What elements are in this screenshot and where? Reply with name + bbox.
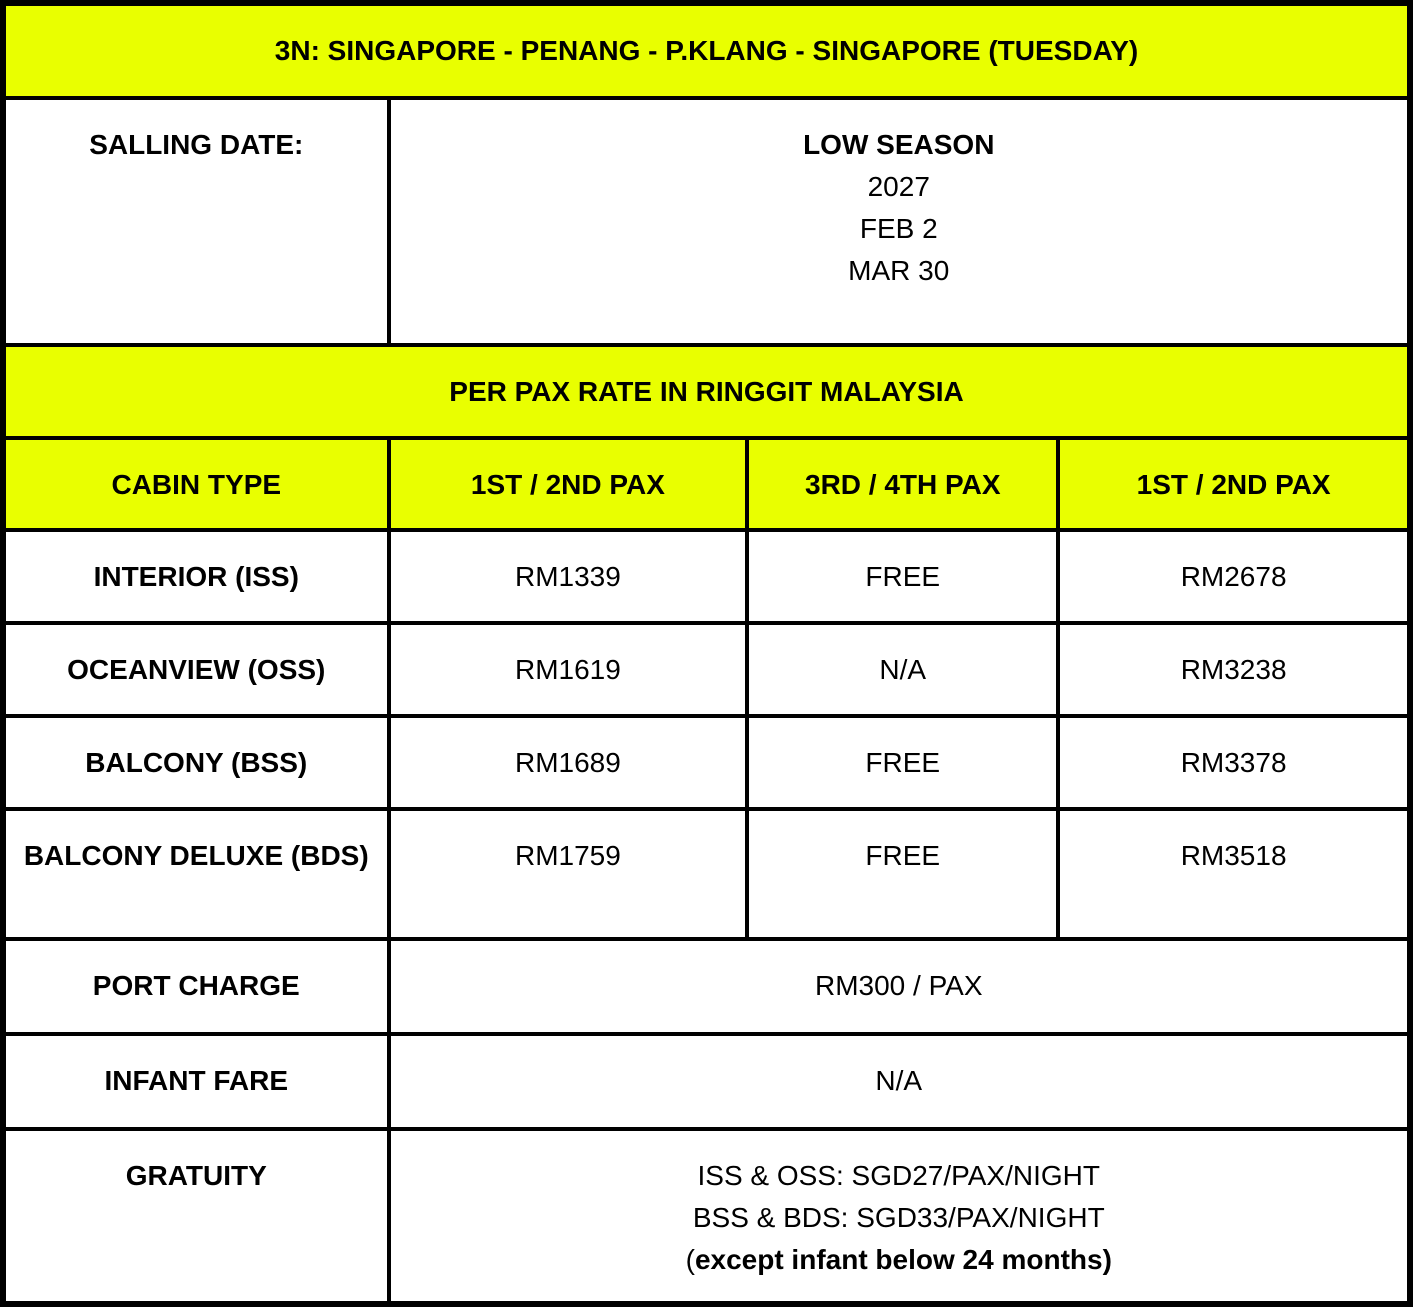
- port-charge-value: RM300 / PAX: [389, 939, 1410, 1034]
- cabin-type-label: OCEANVIEW (OSS): [3, 623, 389, 716]
- table-row-port-charge: [3, 939, 1410, 1034]
- season-label: LOW SEASON: [803, 129, 995, 160]
- fare-value: RM1759: [389, 809, 748, 939]
- table-row-balcony-deluxe: [3, 809, 1410, 939]
- fare-value: RM1339: [389, 530, 748, 623]
- fare-value: RM1689: [389, 716, 748, 809]
- itinerary-title: 3N: SINGAPORE - PENANG - P.KLANG - SINGAPORE (TUESDAY): [3, 3, 1410, 98]
- fare-value: FREE: [747, 716, 1058, 809]
- infant-fare-label: INFANT FARE: [3, 1034, 389, 1129]
- port-charge-label: PORT CHARGE: [3, 939, 389, 1034]
- col-header-1st-2nd-pax: 1ST / 2ND PAX: [389, 438, 748, 530]
- table-row-infant-fare: [3, 1034, 1410, 1129]
- table-row-gratuity: [3, 1129, 1410, 1304]
- rate-banner-row: [3, 345, 1410, 438]
- col-header-1st-2nd-pax-alt: 1ST / 2ND PAX: [1058, 438, 1410, 530]
- fare-value: FREE: [747, 530, 1058, 623]
- col-header-cabin-type: CABIN TYPE: [3, 438, 389, 530]
- fare-value: FREE: [747, 809, 1058, 939]
- gratuity-line-bss-bds: BSS & BDS: SGD33/PAX/NIGHT: [692, 1202, 1105, 1233]
- rate-header-row: [3, 438, 1410, 530]
- infant-fare-value: N/A: [389, 1034, 1410, 1129]
- fare-value: RM3238: [1058, 623, 1410, 716]
- gratuity-label: GRATUITY: [3, 1129, 389, 1304]
- gratuity-infant-note: (except infant below 24 months): [685, 1244, 1112, 1275]
- gratuity-line-iss-oss: ISS & OSS: SGD27/PAX/NIGHT: [697, 1160, 1100, 1191]
- table-row-balcony: [3, 716, 1410, 809]
- rate-banner: PER PAX RATE IN RINGGIT MALAYSIA: [3, 345, 1410, 438]
- fare-value: RM2678: [1058, 530, 1410, 623]
- sailing-date-details: [389, 98, 1410, 345]
- table-row-oceanview: [3, 623, 1410, 716]
- fare-value: RM1619: [389, 623, 748, 716]
- title-row: [3, 3, 1410, 98]
- sailing-year: 2027: [867, 171, 930, 202]
- gratuity-details: [389, 1129, 1410, 1304]
- fare-value: RM3378: [1058, 716, 1410, 809]
- col-header-3rd-4th-pax: 3RD / 4TH PAX: [747, 438, 1058, 530]
- sailing-date-row: [3, 98, 1410, 345]
- fare-value: N/A: [747, 623, 1058, 716]
- cabin-type-label: INTERIOR (ISS): [3, 530, 389, 623]
- cabin-type-label: BALCONY (BSS): [3, 716, 389, 809]
- sailing-date-mar: MAR 30: [848, 255, 950, 286]
- table-row-interior: [3, 530, 1410, 623]
- sailing-date-feb: FEB 2: [859, 213, 938, 244]
- sailing-date-label: SALLING DATE:: [3, 98, 389, 345]
- cabin-type-label: BALCONY DELUXE (BDS): [3, 809, 389, 939]
- fare-value: RM3518: [1058, 809, 1410, 939]
